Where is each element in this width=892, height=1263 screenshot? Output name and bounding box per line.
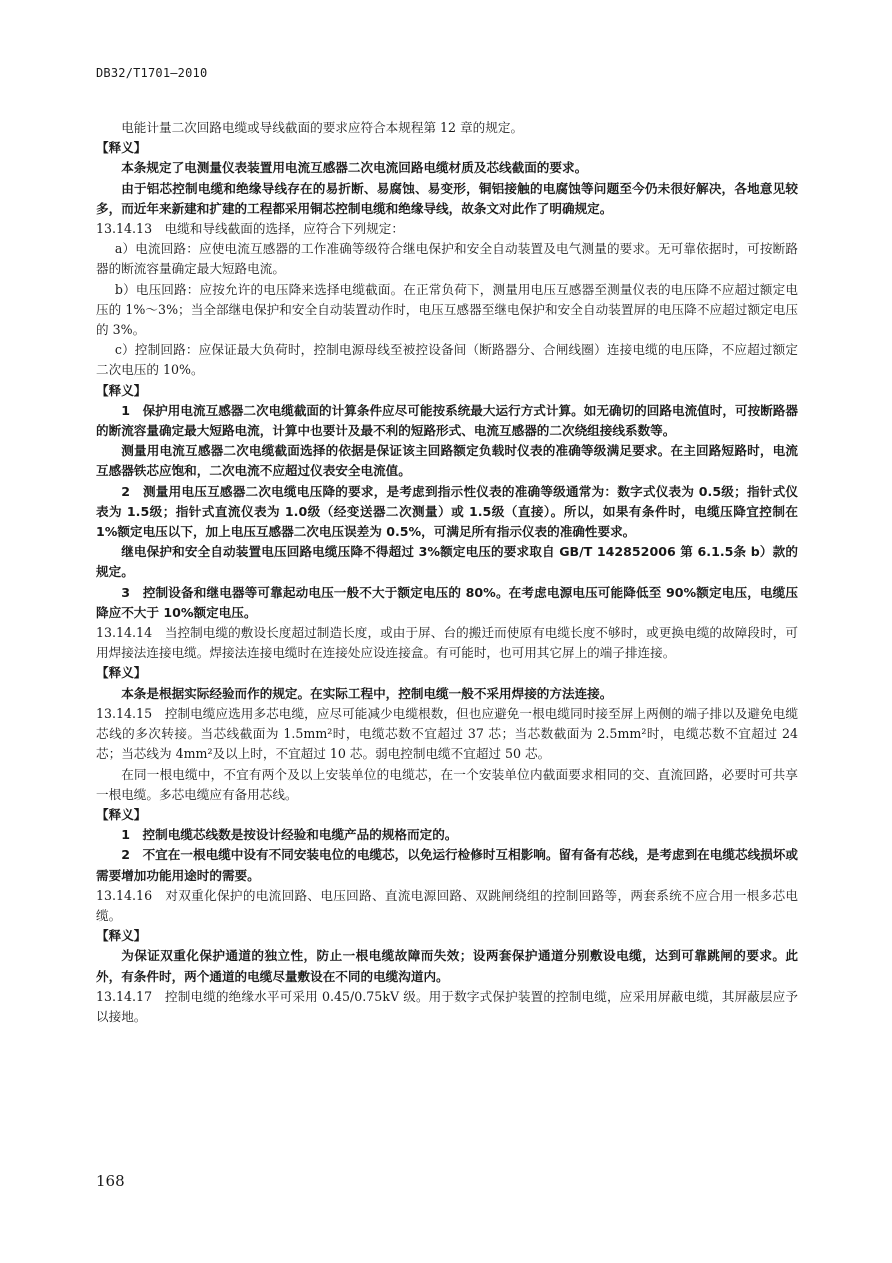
- clause-paragraph: 13.14.16 对双重化保护的电流回路、电压回路、直流电源回路、双跳闸绕组的控制回路等，两套系统不应合用一根多芯电缆。: [96, 887, 798, 923]
- annotation-paragraph: 本条规定了电测量仪表装置用电流互感器二次电流回路电缆材质及芯线截面的要求。: [121, 160, 588, 176]
- clause-paragraph: 电能计量二次回路电缆或导线截面的要求应符合本规程第 12 章的规定。: [121, 120, 524, 135]
- document-body: [96, 118, 798, 1027]
- annotation-paragraph: 为保证双重化保护通道的独立性，防止一根电缆故障而失效；设两套保护通道分别敷设电缆，达到可靠跳闸的要求。此外，有条件时，两个通道的电缆尽量敷设在不同的电缆沟道内。: [96, 948, 798, 984]
- clause-paragraph: 13.14.17 控制电缆的绝缘水平可采用 0.45/0.75kV 级。用于数字式保护装置的控制电缆，应采用屏蔽电缆，其屏蔽层应予以接地。: [96, 988, 798, 1024]
- annotation-paragraph: 本条是根据实际经验而作的规定。在实际工程中，控制电缆一般不采用焊接的方法连接。: [121, 685, 613, 701]
- clause-paragraph: 在同一根电缆中，不宜有两个及以上安装单位的电缆芯，在一个安装单位内截面要求相同的交、直流回路，必要时可共享一根电缆。多芯电缆应有备用芯线。: [96, 766, 798, 802]
- page-number: 168: [96, 1172, 125, 1190]
- clause-paragraph: 13.14.14 当控制电缆的敷设长度超过制造长度，或由于屏、台的搬迁而使原有电缆长度不够时，或更换电缆的故障段时，可用焊接法连接电缆。焊接法连接电缆时在连接处应设连接盒。有可能时，也可用其它屏上的端子排连接。: [96, 625, 798, 661]
- clause-paragraph: c）控制回路：应保证最大负荷时，控制电源母线至被控设备间（断路器分、合闸线圈）连接电缆的电压降，不应超过额定二次电压的 10%。: [96, 342, 798, 378]
- annotation-label: 【释义】: [96, 665, 147, 681]
- annotation-paragraph: 由于铝芯控制电缆和绝缘导线存在的易折断、易腐蚀、易变形，铜铝接触的电腐蚀等问题至今仍未很好解决，各地意见较多，而近年来新建和扩建的工程都采用铜芯控制电缆和绝缘导线，故条文对此作了明确规定。: [96, 180, 798, 216]
- annotation-label: 【释义】: [96, 806, 147, 822]
- annotation-paragraph: 3 控制设备和继电器等可靠起动电压一般不大于额定电压的 80%。在考虑电源电压可能降低至 90%额定电压，电缆压降应不大于 10%额定电压。: [96, 584, 798, 620]
- annotation-label: 【释义】: [96, 928, 147, 944]
- annotation-label: 【释义】: [96, 140, 147, 156]
- annotation-paragraph: 1 控制电缆芯线数是按设计经验和电缆产品的规格而定的。: [121, 827, 458, 843]
- annotation-paragraph: 继电保护和安全自动装置电压回路电缆压降不得超过 3%额定电压的要求取自 GB/T 142852006 第 6.1.5条 b）款的规定。: [96, 544, 798, 580]
- annotation-paragraph: 2 测量用电压互感器二次电缆电压降的要求，是考虑到指示性仪表的准确等级通常为：数字式仪表为 0.5级；指针式仪表为 1.5级；指针式直流仪表为 1.0级（经变送器二次测量）或 1.5级（直接）。所以，如果有条件时，电缆压降宜控制在 1%额定电压以下，加上电压互感器二次电压误差为 0.5%，可满足所有指示仪表的准确性要求。: [96, 483, 798, 540]
- annotation-paragraph: 1 保护用电流互感器二次电缆截面的计算条件应尽可能按系统最大运行方式计算。如无确切的回路电流值时，可按断路器的断流容量确定最大短路电流，计算中也要计及最不利的短路形式、电流互感器的二次绕组接线系数等。: [96, 402, 798, 439]
- clause-paragraph: 13.14.15 控制电缆应选用多芯电缆，应尽可能减少电缆根数，但也应避免一根电缆同时接至屏上两侧的端子排以及避免电缆芯线的多次转接。当芯线截面为 1.5mm²时，电缆芯数不宜超过 37 芯；当芯数截面为 2.5mm²时，电缆芯数不宜超过 24 芯；当芯线为 4mm²及以上时，不宜超过 10 芯。弱电控制电缆不宜超过 50 芯。: [96, 705, 798, 762]
- annotation-paragraph: 测量用电流互感器二次电缆截面选择的依据是保证该主回路额定负载时仪表的准确等级满足要求。在主回路短路时，电流互感器铁芯应饱和，二次电流不应超过仪表安全电流值。: [96, 443, 798, 479]
- clause-paragraph: a）电流回路：应使电流互感器的工作准确等级符合继电保护和安全自动装置及电气测量的要求。无可靠依据时，可按断路器的断流容量确定最大短路电流。: [96, 241, 798, 277]
- annotation-paragraph: 2 不宜在一根电缆中设有不同安装电位的电缆芯，以免运行检修时互相影响。留有备有芯线，是考虑到在电缆芯线损坏或需要增加功能用途时的需要。: [96, 847, 798, 883]
- annotation-label: 【释义】: [96, 382, 147, 398]
- document-code-header: DB32/T1701—2010: [96, 66, 208, 80]
- clause-paragraph: b）电压回路：应按允许的电压降来选择电缆截面。在正常负荷下，测量用电压互感器至测量仪表的电压降不应超过额定电压的 1%～3%；当全部继电保护和安全自动装置动作时，电压互感器至继电保护和安全自动装置屏的电压降不应超过额定电压的 3%。: [96, 281, 798, 338]
- clause-paragraph: 13.14.13 电缆和导线截面的选择，应符合下列规定：: [96, 221, 404, 237]
